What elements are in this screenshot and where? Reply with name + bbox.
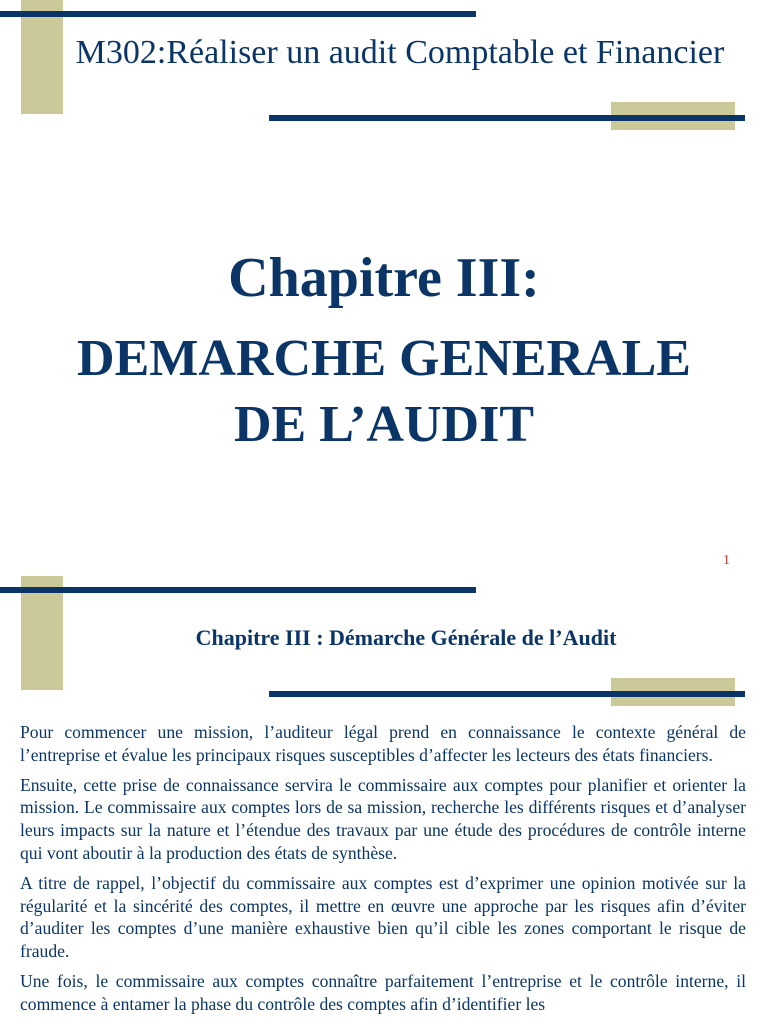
chapter-subtitle-line-2: DE L’AUDIT [233, 396, 535, 453]
paragraph: Ensuite, cette prise de connaissance servira le commissaire aux comptes pour planifier et orienter la mission. Le commissaire aux comptes lors de sa mission, recherche les différents risques et d’analyser leurs impacts sur la nature et l’étendue des travaux par une étude des procédures de contrôle interne qui vont aboutir à la production des états de synthèse. [20, 774, 746, 863]
chapter-subtitle-line-1: DEMARCHE GENERALE [77, 330, 691, 387]
slide-2 [0, 576, 768, 1024]
decorative-navy-line-right [269, 115, 745, 121]
decorative-navy-line-top [0, 11, 476, 17]
paragraph: Une fois, le commissaire aux comptes connaître parfaitement l’entreprise et le contrôle interne, il commence à entamer la phase du contrôle des comptes afin d’identifier les [20, 970, 746, 1014]
chapter-title: Chapitre III: [228, 247, 540, 309]
decorative-navy-line-top [0, 587, 476, 593]
decorative-navy-line-right [269, 691, 745, 697]
chapter-subtitle [20, 326, 748, 458]
section-title: Chapitre III : Démarche Générale de l’Audit [195, 625, 617, 650]
paragraph: Pour commencer une mission, l’auditeur légal prend en connaissance le contexte général de l’entreprise et évalue les principaux risques susceptibles d’affecter les lecteurs des états financiers. [20, 722, 746, 765]
module-title: M302:Réaliser un audit Comptable et Financier [75, 34, 725, 71]
page-number: 1 [723, 553, 730, 568]
body-text [20, 721, 746, 1023]
decorative-khaki-block-top-left [21, 0, 63, 114]
paragraph: A titre de rappel, l’objectif du commissaire aux comptes est d’exprimer une opinion motivée sur la régularité et la sincérité des comptes, il mettre en œuvre une approche par les risques afin d’éviter d’auditer les comptes d’une manière exhaustive bien qu’il cible les zones comportant le risque de fraude. [20, 872, 746, 962]
